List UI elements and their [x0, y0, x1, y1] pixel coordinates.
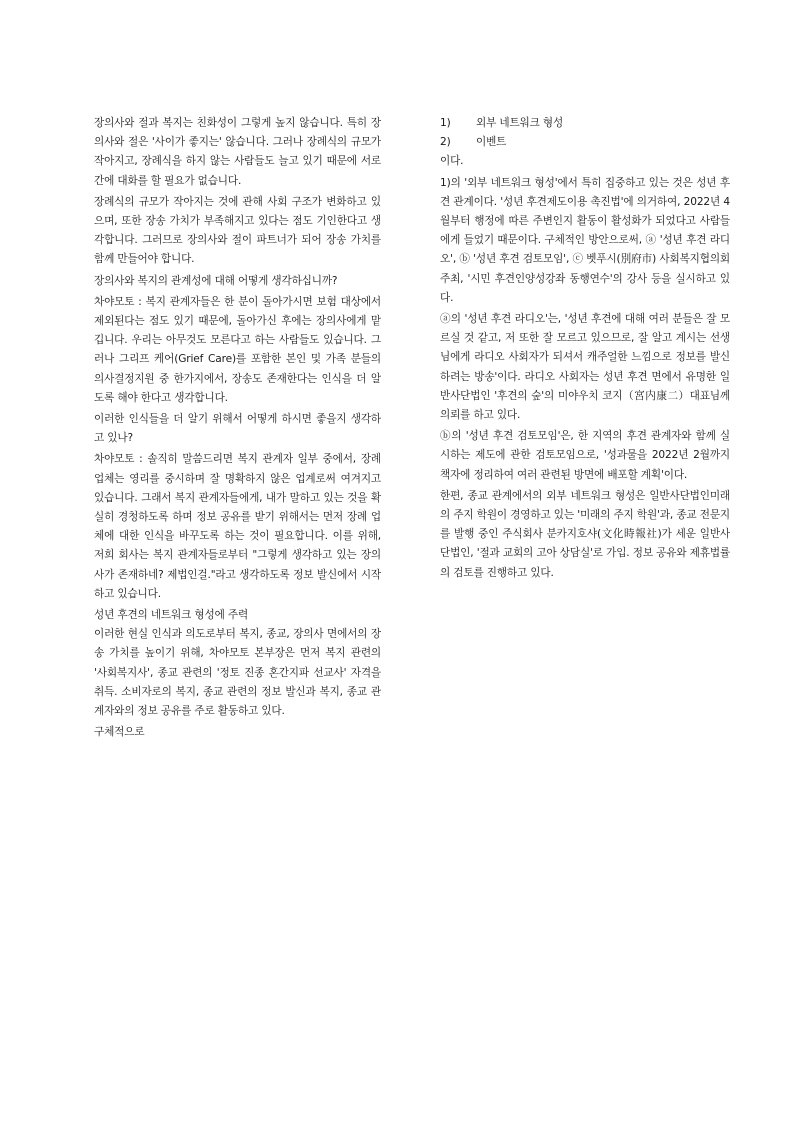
list-number: 2) [440, 136, 451, 149]
list-text: 이벤트 [476, 136, 507, 149]
list-number: 1) [440, 117, 451, 129]
question-awareness: 이러한 인식들을 더 알기 위해서 어떻게 하시면 좋을지 생각하고 있나? [94, 413, 381, 445]
answer-relationship: 차야모토 : 복지 관계자들은 한 분이 돌아가시면 보험 대상에서 제외된다는 점도 있기 때문에, 돌아가신 후에는 장의사에게 맡깁니다. 우리는 아무것도 모른다고 하는 사람들도 있습니다. 그러나 그리프 케어(Grief Care)를 포함한 본인 및 가족 분들의 의사결정지원 중 한가지에서, 장송도 존재한다는 인식을 더 알도록 해야 한다고 생각합니다. [94, 295, 381, 404]
question-relationship: 장의사와 복지의 관계성에 대해 어떻게 생각하십니까? [94, 274, 338, 287]
list-item [440, 133, 730, 152]
list-text: 외부 네트워크 형성 [476, 117, 564, 129]
right-column [440, 114, 730, 583]
left-column [94, 114, 381, 743]
paragraph-network-focus: 이러한 현실 인식과 의도로부터 복지, 종교, 장의사 면에서의 장송 가치를 높이기 위해, 차야모토 본부장은 먼저 복지 관련의 '사회복지사', 종교 관련의 '정토 진종 혼간지파 선교사' 자격을 취득. 소비자로의 복지, 종교 관련의 정보 발신과 복지, 종교 관계자와의 정보 공유를 주로 활동하고 있다. [94, 628, 381, 718]
paragraph-funeral-temple-welfare: 장의사와 절과 복지는 친화성이 그렇게 높지 않습니다. 특히 장의사와 절은 '사이가 좋지는' 않습니다. 그러나 장례식의 규모가 작아지고, 장례식을 하지 않는 사람들도 늘고 있기 때문에 서로 간에 대화를 할 필요가 없습니다. [94, 117, 381, 187]
paragraph-external-network: 1)의 '외부 네트워크 형성'에서 특히 집중하고 있는 것은 성년 후견 관계이다. '성년 후견제도이용 촉진법'에 의거하여, 2022년 4월부터 행정에 따른 주변인지 활동이 활성화가 되었다고 사람들에게 들었기 때문이다. 구체적인 방안으로써, ⓐ '성년 후견 라디오', ⓑ '성년 후견 검토모임', ⓒ 벳푸시(別府市) 사회복지협의회 주최, '시민 후견인양성강좌 동행연수'의 강사 등을 실시하고 있다. [440, 176, 730, 304]
paragraph-religious-network: 한편, 종교 관계에서의 외부 네트워크 형성은 일반사단법인미래의 주지 학원이 경영하고 있는 '미래의 주지 학원'과, 종교 전문지를 발행 중인 주식회사 분카지호샤(文化時報社)가 세운 일반사단법인, '절과 교회의 고아 상담실'로 가입. 정보 공유와 제휴법률의 검토를 진행하고 있다. [440, 489, 730, 579]
list-item [440, 114, 730, 133]
paragraph-funeral-scale: 장례식의 규모가 작아지는 것에 관해 사회 구조가 변화하고 있으며, 또한 장송 가치가 부족해지고 있다는 점도 기인한다고 생각합니다. 그러므로 장의사와 절이 파트너가 되어 장송 가치를 함께 만들어야 합니다. [94, 195, 381, 266]
paragraph-ending: 이다. [440, 155, 464, 168]
paragraph-guardianship-radio: ⓐ의 '성년 후견 라디오'는, '성년 후견에 대해 여러 분들은 잘 모르실 것 같고, 저 또한 잘 모르고 있으므로, 잘 알고 계시는 선생님에게 라디오 사회자가 되셔서 캐주얼한 느낌으로 정보를 발신하려는 방송'이다. 라디오 사회자는 성년 후견 면에서 유명한 일반사단법인 '후견의 숲'의 미야우치 코지（宮内康二）대표님께 의뢰를 하고 있다. [440, 313, 730, 422]
section-heading: 성년 후견의 네트워크 형성에 주력 [94, 609, 249, 622]
answer-awareness: 차야모토 : 솔직히 말씀드리면 복지 관계자 일부 중에서, 장례 업체는 영리를 중시하며 잘 명확하지 않은 업계로써 여겨지고 있습니다. 그래서 복지 관계자들에게, 내가 말하고 있는 것을 확실히 경청하도록 하며 정보 공유를 받기 위해서는 먼저 장례 업체에 대한 인식을 바꾸도록 하는 것이 필요합니다. 이를 위해, 저희 회사는 복지 관계자들로부터 "그렇게 생각하고 있는 장의사가 존재하네? 제법인걸."라고 생각하도록 정보 발신에서 시작하고 있습니다. [94, 453, 381, 600]
paragraph-specifically: 구체적으로 [94, 726, 145, 739]
paragraph-guardianship-review: ⓑ의 '성년 후견 검토모임'은, 한 지역의 후견 관계자와 함께 실시하는 제도에 관한 검토모임으로, '성과물을 2022년 2월까지 책자에 정리하여 여러 관련된 방면에 배포할 계획'이다. [440, 430, 730, 481]
